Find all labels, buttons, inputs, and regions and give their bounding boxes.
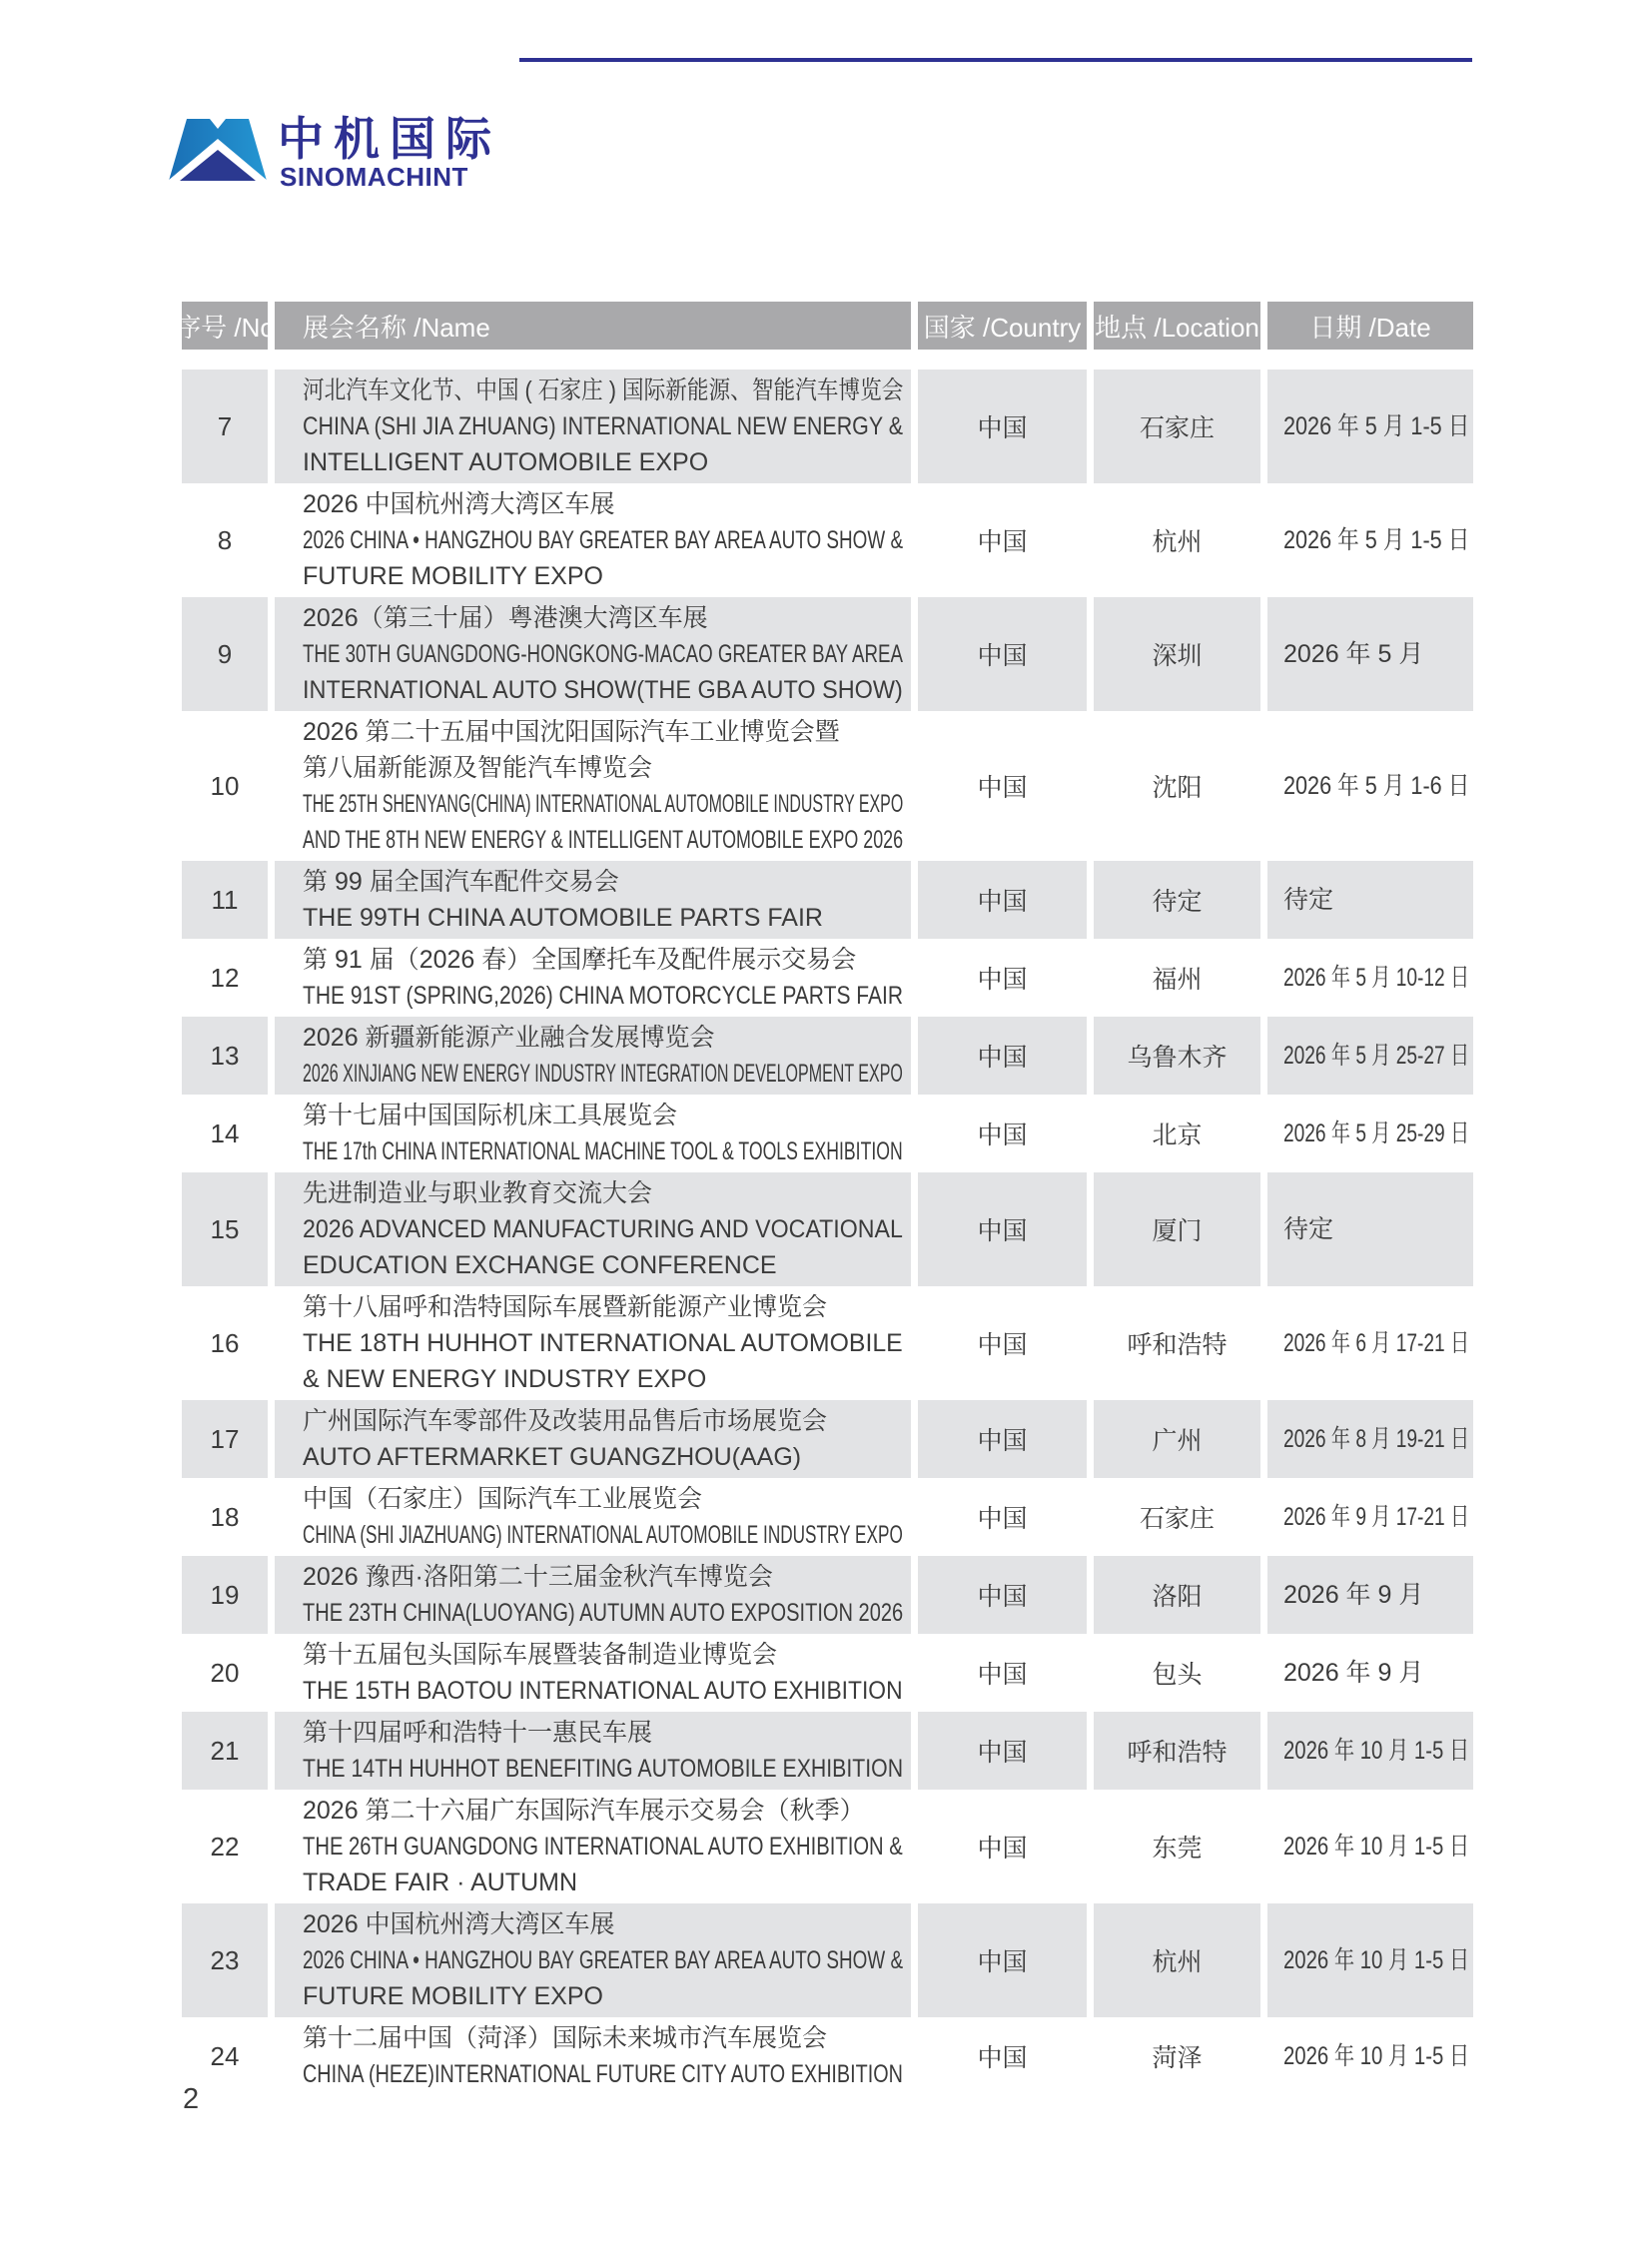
row-name-cell	[275, 711, 911, 861]
country-value: 中国	[977, 1044, 1028, 1072]
exhibition-name-line: 第十七届中国国际机床工具展览会	[303, 1102, 678, 1129]
exhibition-name-line: AND THE 8TH NEW ENERGY & INTELLIGENT AUTOMOBILE EXPO 2026	[303, 826, 904, 854]
country-value: 中国	[977, 414, 1028, 442]
row-no-cell	[182, 1095, 268, 1172]
row-no: 10	[210, 770, 240, 801]
country-value: 中国	[977, 2044, 1028, 2072]
country-value: 中国	[977, 1948, 1028, 1976]
header-name: 展会名称 /Name	[275, 302, 911, 350]
table-row	[182, 1095, 1473, 1172]
row-no-cell	[182, 1903, 268, 2017]
row-date-cell	[1267, 1172, 1473, 1286]
table-row	[182, 939, 1473, 1017]
table-row	[182, 1286, 1473, 1400]
row-location-cell	[1094, 1286, 1260, 1400]
mountain-logo-icon	[168, 118, 268, 182]
table-row	[182, 1556, 1473, 1634]
logo-chinese-text: 中机国际	[278, 113, 501, 165]
row-country-cell	[918, 483, 1087, 597]
row-location-cell	[1094, 1478, 1260, 1556]
exhibition-name-line: 2026 第二十五届中国沈阳国际汽车工业博览会暨	[303, 718, 840, 746]
header-country: 国家 /Country	[918, 302, 1087, 350]
date-value: 2026 年 6 月 17-21 日	[1283, 1329, 1470, 1357]
exhibition-name-line: THE 15TH BAOTOU INTERNATIONAL AUTO EXHIBITION	[303, 1677, 903, 1705]
row-location-cell	[1094, 1634, 1260, 1712]
row-name-cell	[275, 370, 911, 483]
table-row	[182, 1634, 1473, 1712]
location-value: 待定	[1152, 888, 1203, 916]
row-date-cell	[1267, 370, 1473, 483]
row-no: 12	[210, 962, 240, 993]
row-location-cell	[1094, 1017, 1260, 1095]
exhibition-name-line: 第十二届中国（菏泽）国际未来城市汽车展览会	[303, 2024, 828, 2052]
date-value: 2026 年 5 月 1-5 日	[1283, 412, 1470, 440]
exhibition-name-line: 第 99 届全国汽车配件交易会	[303, 868, 619, 896]
row-location-cell	[1094, 1712, 1260, 1790]
exhibition-name-line: THE 30TH GUANGDONG-HONGKONG-MACAO GREATER BAY AREA	[303, 640, 903, 668]
row-no-cell	[182, 861, 268, 939]
exhibition-name-line: THE 91ST (SPRING,2026) CHINA MOTORCYCLE PARTS FAIR	[303, 982, 904, 1010]
exhibition-name-line: THE 18TH HUHHOT INTERNATIONAL AUTOMOBILE	[303, 1329, 903, 1357]
row-country-cell	[918, 1712, 1087, 1790]
date-value: 2026 年 10 月 1-5 日	[1283, 2042, 1470, 2070]
country-value: 中国	[977, 1331, 1028, 1359]
row-country-cell	[918, 939, 1087, 1017]
country-value: 中国	[977, 1739, 1028, 1767]
country-value: 中国	[977, 642, 1028, 670]
row-no-cell	[182, 370, 268, 483]
location-value: 北京	[1152, 1121, 1203, 1149]
exhibition-name-line: & NEW ENERGY INDUSTRY EXPO	[303, 1365, 707, 1393]
location-value: 杭州	[1152, 1948, 1203, 1976]
row-name-cell	[275, 1400, 911, 1478]
location-value: 杭州	[1152, 528, 1203, 556]
country-value: 中国	[977, 1427, 1028, 1455]
location-value: 洛阳	[1152, 1583, 1203, 1611]
location-value: 福州	[1152, 966, 1203, 994]
row-no-cell	[182, 1634, 268, 1712]
row-country-cell	[918, 1478, 1087, 1556]
row-country-cell	[918, 1095, 1087, 1172]
exhibition-name-line: CHINA (HEZE)INTERNATIONAL FUTURE CITY AUTO EXHIBITION	[303, 2060, 903, 2088]
location-value: 石家庄	[1139, 1505, 1215, 1533]
row-no-cell	[182, 1478, 268, 1556]
location-value: 呼和浩特	[1127, 1331, 1228, 1359]
row-no-cell	[182, 711, 268, 861]
table-row	[182, 1712, 1473, 1790]
row-date-cell	[1267, 1712, 1473, 1790]
table-row	[182, 1478, 1473, 1556]
row-no-cell	[182, 1400, 268, 1478]
row-name-cell	[275, 483, 911, 597]
row-name-cell	[275, 1172, 911, 1286]
date-value: 待定	[1283, 886, 1334, 914]
row-no: 24	[210, 2040, 240, 2071]
header-rule	[519, 58, 1472, 62]
country-value: 中国	[977, 528, 1028, 556]
location-value: 深圳	[1152, 642, 1203, 670]
row-location-cell	[1094, 861, 1260, 939]
date-value: 2026 年 9 月	[1283, 1581, 1424, 1609]
row-location-cell	[1094, 1400, 1260, 1478]
date-value: 待定	[1283, 1215, 1334, 1243]
row-date-cell	[1267, 1400, 1473, 1478]
row-no-cell	[182, 1712, 268, 1790]
row-no: 8	[217, 524, 233, 555]
country-value: 中国	[977, 774, 1028, 802]
exhibition-name-line: 中国（石家庄）国际汽车工业展览会	[303, 1485, 703, 1513]
row-date-cell	[1267, 1790, 1473, 1903]
exhibition-name-line: 2026 新疆新能源产业融合发展博览会	[303, 1024, 715, 1052]
exhibition-table	[175, 302, 1473, 2095]
row-no-cell	[182, 939, 268, 1017]
exhibition-name-line: THE 23TH CHINA(LUOYANG) AUTUMN AUTO EXPOSITION 2026	[303, 1599, 904, 1627]
location-value: 厦门	[1152, 1217, 1203, 1245]
row-name-cell	[275, 1478, 911, 1556]
row-name-cell	[275, 939, 911, 1017]
location-value: 乌鲁木齐	[1127, 1044, 1228, 1072]
row-name-cell	[275, 1286, 911, 1400]
exhibition-name-line: INTERNATIONAL AUTO SHOW(THE GBA AUTO SHOW)	[303, 676, 903, 704]
exhibition-name-line: THE 99TH CHINA AUTOMOBILE PARTS FAIR	[303, 904, 823, 932]
exhibition-name-line: 第八届新能源及智能汽车博览会	[303, 754, 653, 782]
exhibition-name-line: CHINA (SHI JIAZHUANG) INTERNATIONAL AUTOMOBILE INDUSTRY EXPO	[303, 1521, 903, 1549]
location-value: 石家庄	[1139, 414, 1215, 442]
exhibition-name-line: 第十四届呼和浩特十一惠民车展	[303, 1719, 653, 1747]
row-date-cell	[1267, 939, 1473, 1017]
row-date-cell	[1267, 711, 1473, 861]
exhibition-name-line: 河北汽车文化节、中国 ( 石家庄 ) 国际新能源、智能汽车博览会	[303, 376, 904, 404]
exhibition-name-line: 第 91 届（2026 春）全国摩托车及配件展示交易会	[303, 946, 857, 974]
row-location-cell	[1094, 711, 1260, 861]
row-location-cell	[1094, 1556, 1260, 1634]
exhibition-name-line: 第十五届包头国际车展暨装备制造业博览会	[303, 1641, 778, 1669]
row-no: 21	[210, 1735, 240, 1766]
exhibition-name-line: 2026 CHINA • HANGZHOU BAY GREATER BAY AREA AUTO SHOW &	[303, 1946, 904, 1974]
exhibition-name-line: 2026 中国杭州湾大湾区车展	[303, 490, 615, 518]
country-value: 中国	[977, 966, 1028, 994]
table-row	[182, 483, 1473, 597]
row-country-cell	[918, 1556, 1087, 1634]
table-row	[182, 1400, 1473, 1478]
row-no: 7	[217, 410, 233, 441]
row-country-cell	[918, 1172, 1087, 1286]
row-country-cell	[918, 370, 1087, 483]
row-name-cell	[275, 1017, 911, 1095]
row-location-cell	[1094, 1903, 1260, 2017]
row-date-cell	[1267, 1634, 1473, 1712]
row-no-cell	[182, 483, 268, 597]
logo-english-text: SINOMACHINT	[280, 162, 468, 192]
location-value: 呼和浩特	[1127, 1739, 1228, 1767]
row-name-cell	[275, 861, 911, 939]
exhibition-name-line: INTELLIGENT AUTOMOBILE EXPO	[303, 448, 709, 476]
exhibition-name-line: FUTURE MOBILITY EXPO	[303, 562, 603, 590]
date-value: 2026 年 10 月 1-5 日	[1283, 1737, 1470, 1765]
row-no: 16	[210, 1327, 240, 1358]
row-date-cell	[1267, 1095, 1473, 1172]
country-value: 中国	[977, 1505, 1028, 1533]
row-location-cell	[1094, 939, 1260, 1017]
date-value: 2026 年 5 月 25-29 日	[1283, 1120, 1470, 1147]
row-country-cell	[918, 1017, 1087, 1095]
table-header-row	[175, 302, 1473, 350]
row-date-cell	[1267, 483, 1473, 597]
exhibition-name-line: 2026（第三十届）粤港澳大湾区车展	[303, 604, 708, 632]
table-row	[182, 370, 1473, 483]
country-value: 中国	[977, 1835, 1028, 1863]
table-row	[182, 1172, 1473, 1286]
date-value: 2026 年 10 月 1-5 日	[1283, 1946, 1470, 1974]
header-location: 地点 /Location	[1094, 302, 1260, 350]
row-location-cell	[1094, 597, 1260, 711]
exhibition-name-line: 2026 第二十六届广东国际汽车展示交易会（秋季）	[303, 1797, 865, 1825]
table-row	[182, 711, 1473, 861]
table-body	[182, 370, 1473, 2095]
exhibition-name-line: THE 17th CHINA INTERNATIONAL MACHINE TOOL & TOOLS EXHIBITION	[303, 1137, 903, 1165]
row-no-cell	[182, 1286, 268, 1400]
row-name-cell	[275, 1634, 911, 1712]
country-value: 中国	[977, 1217, 1028, 1245]
row-country-cell	[918, 711, 1087, 861]
exhibition-name-line: THE 26TH GUANGDONG INTERNATIONAL AUTO EXHIBITION &	[303, 1833, 903, 1861]
exhibition-name-line: 第十八届呼和浩特国际车展暨新能源产业博览会	[303, 1293, 828, 1321]
table-row	[182, 2017, 1473, 2095]
row-name-cell	[275, 1903, 911, 2017]
row-country-cell	[918, 597, 1087, 711]
exhibition-name-line: 2026 CHINA • HANGZHOU BAY GREATER BAY AREA AUTO SHOW &	[303, 526, 904, 554]
row-date-cell	[1267, 1478, 1473, 1556]
row-date-cell	[1267, 1286, 1473, 1400]
exhibition-name-line: TRADE FAIR · AUTUMN	[303, 1868, 578, 1896]
row-no-cell	[182, 1556, 268, 1634]
exhibition-name-line: 2026 中国杭州湾大湾区车展	[303, 1910, 615, 1938]
row-date-cell	[1267, 861, 1473, 939]
location-value: 东莞	[1152, 1835, 1203, 1863]
date-value: 2026 年 9 月	[1283, 1659, 1424, 1687]
date-value: 2026 年 5 月 10-12 日	[1283, 964, 1470, 992]
table-row	[182, 1903, 1473, 2017]
row-location-cell	[1094, 1790, 1260, 1903]
row-no: 11	[211, 884, 239, 915]
row-no: 19	[210, 1579, 240, 1610]
date-value: 2026 年 8 月 19-21 日	[1283, 1425, 1470, 1453]
row-country-cell	[918, 2017, 1087, 2095]
date-value: 2026 年 5 月	[1283, 640, 1424, 668]
date-value: 2026 年 9 月 17-21 日	[1283, 1503, 1470, 1531]
exhibition-name-line: THE 25TH SHENYANG(CHINA) INTERNATIONAL AUTOMOBILE INDUSTRY EXPO	[303, 790, 904, 818]
row-name-cell	[275, 2017, 911, 2095]
table-row	[182, 1790, 1473, 1903]
country-value: 中国	[977, 888, 1028, 916]
table-row	[182, 1017, 1473, 1095]
location-value: 广州	[1152, 1427, 1203, 1455]
exhibition-name-line: 广州国际汽车零部件及改装用品售后市场展览会	[303, 1407, 828, 1435]
row-location-cell	[1094, 370, 1260, 483]
country-value: 中国	[977, 1583, 1028, 1611]
exhibition-name-line: 2026 豫西·洛阳第二十三届金秋汽车博览会	[303, 1563, 773, 1591]
row-no: 23	[210, 1944, 240, 1975]
row-no: 20	[210, 1657, 240, 1688]
page-number: 2	[183, 2083, 200, 2115]
exhibition-name-line: 2026 XINJIANG NEW ENERGY INDUSTRY INTEGRATION DEVELOPMENT EXPO	[303, 1060, 903, 1088]
row-name-cell	[275, 1556, 911, 1634]
date-value: 2026 年 5 月 1-5 日	[1283, 526, 1470, 554]
row-no-cell	[182, 1017, 268, 1095]
row-no: 13	[210, 1040, 240, 1071]
row-name-cell	[275, 1712, 911, 1790]
row-no-cell	[182, 597, 268, 711]
exhibition-name-line: 2026 ADVANCED MANUFACTURING AND VOCATIONAL	[303, 1215, 903, 1243]
row-country-cell	[918, 1903, 1087, 2017]
row-country-cell	[918, 1634, 1087, 1712]
exhibition-name-line: THE 14TH HUHHOT BENEFITING AUTOMOBILE EXHIBITION	[303, 1755, 904, 1783]
table-row	[182, 597, 1473, 711]
row-date-cell	[1267, 597, 1473, 711]
row-location-cell	[1094, 1095, 1260, 1172]
row-no-cell	[182, 1790, 268, 1903]
table-row	[182, 861, 1473, 939]
row-location-cell	[1094, 2017, 1260, 2095]
row-date-cell	[1267, 1903, 1473, 2017]
row-no: 9	[217, 638, 233, 669]
date-value: 2026 年 10 月 1-5 日	[1283, 1833, 1470, 1861]
row-date-cell	[1267, 1017, 1473, 1095]
date-value: 2026 年 5 月 25-27 日	[1283, 1042, 1470, 1070]
row-date-cell	[1267, 2017, 1473, 2095]
row-no: 18	[210, 1501, 240, 1532]
location-value: 菏泽	[1152, 2044, 1203, 2072]
row-no: 14	[210, 1118, 240, 1148]
row-no: 17	[210, 1423, 240, 1454]
exhibition-name-line: EDUCATION EXCHANGE CONFERENCE	[303, 1251, 777, 1279]
country-value: 中国	[977, 1121, 1028, 1149]
row-no: 22	[210, 1831, 240, 1862]
exhibition-name-line: CHINA (SHI JIA ZHUANG) INTERNATIONAL NEW ENERGY &	[303, 412, 904, 440]
header-date: 日期 /Date	[1267, 302, 1473, 350]
row-no-cell	[182, 1172, 268, 1286]
row-name-cell	[275, 1095, 911, 1172]
row-date-cell	[1267, 1556, 1473, 1634]
exhibition-name-line: FUTURE MOBILITY EXPO	[303, 1982, 603, 2010]
row-country-cell	[918, 861, 1087, 939]
exhibition-name-line: AUTO AFTERMARKET GUANGZHOU(AAG)	[303, 1443, 802, 1471]
exhibition-name-line: 先进制造业与职业教育交流大会	[303, 1179, 653, 1207]
location-value: 沈阳	[1152, 774, 1203, 802]
row-location-cell	[1094, 1172, 1260, 1286]
row-country-cell	[918, 1790, 1087, 1903]
location-value: 包头	[1152, 1661, 1203, 1689]
row-name-cell	[275, 1790, 911, 1903]
country-value: 中国	[977, 1661, 1028, 1689]
row-location-cell	[1094, 483, 1260, 597]
row-no: 15	[210, 1213, 240, 1244]
row-country-cell	[918, 1400, 1087, 1478]
header-no: 序号 /No	[182, 302, 268, 350]
row-name-cell	[275, 597, 911, 711]
row-country-cell	[918, 1286, 1087, 1400]
date-value: 2026 年 5 月 1-6 日	[1283, 772, 1470, 800]
